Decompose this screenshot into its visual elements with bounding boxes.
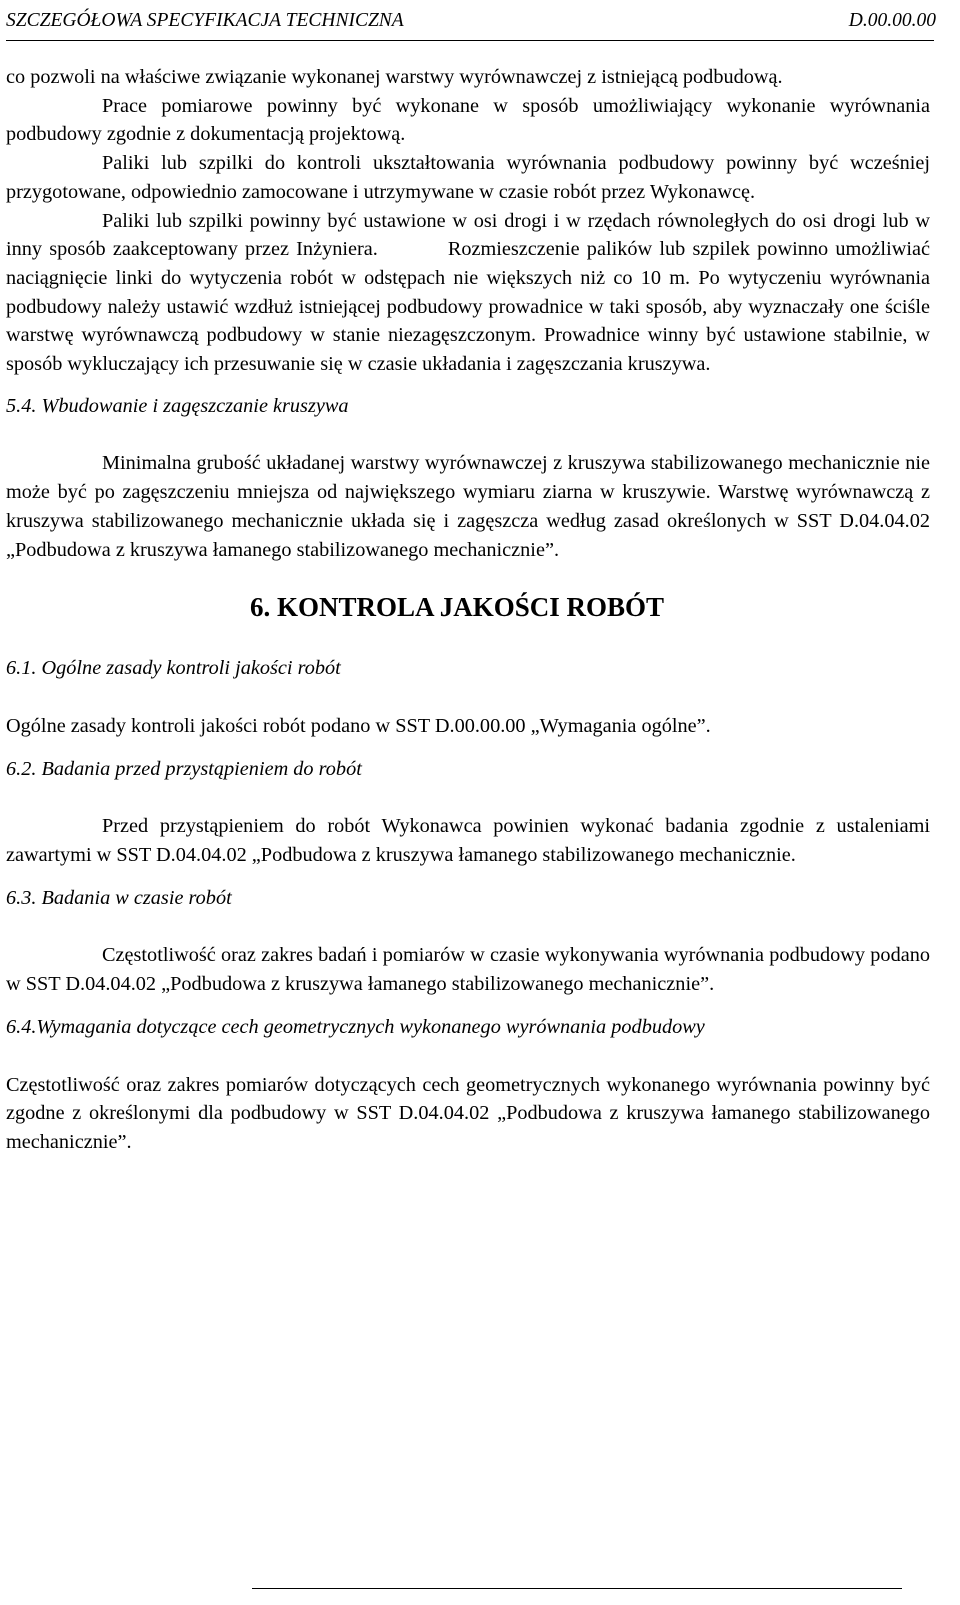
page-header xyxy=(6,5,936,37)
paragraph-survey-works: Prace pomiarowe powinny być wykonane w sposób umożliwiający wykonanie wyrównania podbudowy zgodnie z dokumentacją projektową. xyxy=(6,94,930,146)
paragraph-stakes-placement-part2: Rozmieszczenie palików lub szpilek powinno umożliwiać naciągnięcie linki do wytyczenia robót w odstępach nie większych niż co 10 m. Po wytyczeniu wyrównania podbudowy należy ustawić wzdłuż istniejącej podbudowy prowadnice w taki sposób, aby wyznaczały one ściśle warstwę wyrównawczą podbudowy w stanie niezagęszczonym. Prowadnice winny być ustawione stabilnie, w sposób wykluczający ich przesuwanie się w czasie układania i zagęszczania kruszywa. xyxy=(6,238,930,376)
header-document-title: SZCZEGÓŁOWA SPECYFIKACJA TECHNICZNA xyxy=(6,10,404,31)
paragraph-stakes-placement-part1: Paliki lub szpilki powinny być ustawione w osi drogi i w rzędach równoległych do osi drogi lub w inny sposób zaakceptowany przez Inżyniera. xyxy=(6,209,930,261)
section-heading-6-3: 6.3. Badania w czasie robót xyxy=(6,886,232,909)
header-document-code: D.00.00.00 xyxy=(848,10,936,31)
header-divider xyxy=(6,40,934,41)
footer-divider xyxy=(252,1588,902,1589)
paragraph-continuation: co pozwoli na właściwe związanie wykonanej warstwy wyrównawczej z istniejącą podbudową. xyxy=(6,66,783,88)
section-text-6-4: Częstotliwość oraz zakres pomiarów dotyczących cech geometrycznych wykonanego wyrównania powinny być zgodne z określonymi dla podbudowy w SST D.04.04.02 „Podbudowa z kruszywa łamanego stabilizowanego mechanicznie”. xyxy=(6,1073,930,1153)
paragraph-stakes-placement xyxy=(6,207,930,379)
section-heading-6-4: 6.4.Wymagania dotyczące cech geometrycznych wykonanego wyrównania podbudowy xyxy=(6,1015,705,1038)
section-text-6-1: Ogólne zasady kontroli jakości robót podano w SST D.00.00.00 „Wymagania ogólne”. xyxy=(6,714,711,737)
document-body xyxy=(6,63,930,1157)
paragraph-stakes-preparation: Paliki lub szpilki do kontroli ukształtowania wyrównania podbudowy powinny być wcześniej przygotowane, odpowiednio zamocowane i utrzymywane w czasie robót przez Wykonawcę. xyxy=(6,152,930,203)
section-text-6-3: Częstotliwość oraz zakres badań i pomiarów w czasie wykonywania wyrównania podbudowy podano w SST D.04.04.02 „Podbudowa z kruszywa łamanego stabilizowanego mechanicznie”. xyxy=(6,944,930,996)
section-text-6-2: Przed przystąpieniem do robót Wykonawca powinien wykonać badania zgodnie z ustaleniami zawartymi w SST D.04.04.02 „Podbudowa z kruszywa łamanego stabilizowanego mechanicznie. xyxy=(6,815,930,867)
section-heading-6-2: 6.2. Badania przed przystąpieniem do robót xyxy=(6,757,362,780)
chapter-title-6: 6. KONTROLA JAKOŚCI ROBÓT xyxy=(250,592,665,623)
section-text-5-4: Minimalna grubość układanej warstwy wyrównawczej z kruszywa stabilizowanego mechanicznie nie może być po zagęszczeniu mniejsza od największego wymiaru ziarna w kruszywie. Warstwę wyrównawczą z kruszywa stabilizowanego mechanicznie układa się i zagęszcza według zasad określonych w SST D.04.04.02 „Podbudowa z kruszywa łamanego stabilizowanego mechanicznie”. xyxy=(6,452,930,561)
section-heading-5-4: 5.4. Wbudowanie i zagęszczanie kruszywa xyxy=(6,394,349,417)
section-heading-6-1: 6.1. Ogólne zasady kontroli jakości robót xyxy=(6,657,341,680)
